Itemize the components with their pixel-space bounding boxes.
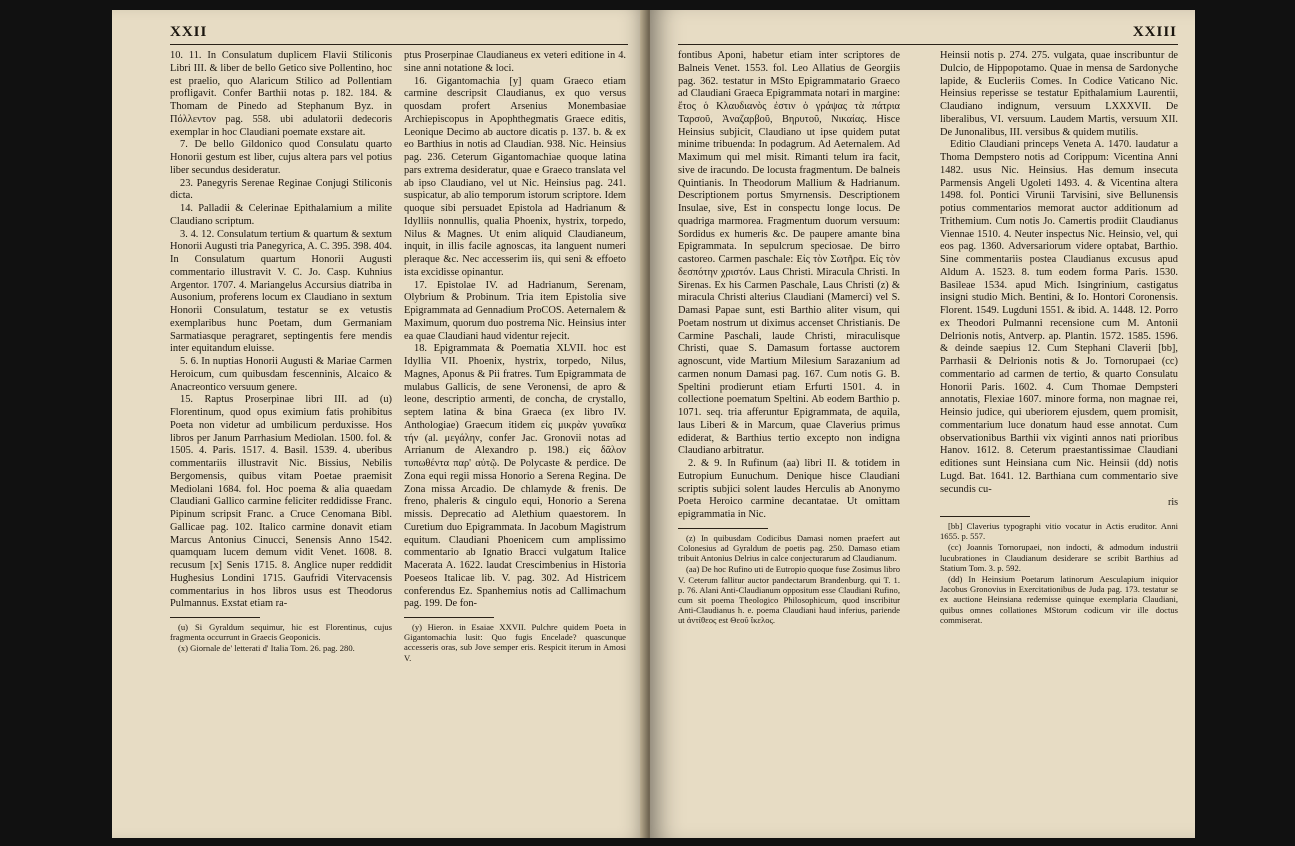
body-text bbox=[678, 50, 900, 522]
footnote-rule bbox=[404, 617, 494, 618]
page-number-right: XXIII bbox=[1132, 24, 1177, 40]
footnotes bbox=[940, 521, 1178, 625]
left-page bbox=[112, 10, 647, 838]
right-column-1 bbox=[678, 50, 900, 627]
paragraph: 14. Palladii & Celerinae Epithalamium a milite Claudiano scriptum. bbox=[170, 203, 392, 227]
catchword: ris bbox=[1168, 497, 1178, 509]
footnote-rule bbox=[940, 516, 1030, 517]
paragraph: 7. De bello Gildonico quod Consulatu quarto Honorii gestum est liber, cujus altera pars vel potius liber secundus desideratur. bbox=[170, 139, 392, 176]
paragraph: fontibus Aponi, habetur etiam inter scriptores de Balneis Venet. 1553. fol. Leo Allatius de Georgiis pag. 362. testatur in MSto Epigrammatario Graeco ad Claudiani Graeca Epigrammata notari in margine: ἔτος ὁ Κλαυδιανὸς ἐστιν ὁ γράψας τὰ πάτρια Ταρσοῦ, Ἀναζαρβοῦ, Βηρυτοῦ, Νικαίας. Hisce Heinsius subjicit, Claudiano ut ipse quidem putat minime tribuenda: In podagrum. Ad Aeternalem. Ad Maximum qui mel misit. Rimanti telum ira facit, sive de iracundo. De locusta fragmentum. De balneis Quintianis. In Theodorum Mallium & Hadrianum. Descriptionem portus Smyrnensis. Descriptionem Insulae, sive, Est in conspectu longe locus. De quadriga marmorea. Fragmentum duorum versuum: Sordidus ex humeris &c. De paupere amante bina Epigrammata. In sepulcrum speciosae. De birro castoreo. Carmen paschale: Εἰς τὸν Σωτῆρα. Εἰς τὸν δεσπότην χριστόν. Laus Christi. Miracula Christi. In Sirenas. Ex his Carmen Paschale, Laus Christi (z) & miracula Christi alterius Claudiani (Mamerci) vel S. Damasi Papae sunt, esti Barthio aliter visum, qui Poetam nostrum ut diximus accenset Christianis. De Carmine Paschali, laude Christi, miraculisque Christi, quae S. Damasum fortasse auctorem agnoscunt, vide Martium Milesium Sarazanium ad carmen nonum Damasi pag. 167. Cum notis G. B. Speltini prodierunt etiam Erfurti 1501. 4. in collectione poematum Speltini. Ab eodem Barthio p. 1071. seq. tria afferuntur Epigrammata, de aquila, laus Liberi & in Marcum, quae Claverius primus ediderat, & Barthius tertio excepto non indigna Claudiano arbitratur. bbox=[678, 50, 900, 457]
left-column-2 bbox=[404, 50, 626, 664]
footnote: (z) In quibusdam Codicibus Damasi nomen praefert aut Colonesius ad Gyraldum de poetis pag. 250. Damaso etiam tribuit Antonius Delrius in calce conjecturarum ad Claudianum. bbox=[678, 532, 900, 564]
right-column-2 bbox=[940, 50, 1178, 626]
body-text bbox=[404, 50, 626, 611]
footnote: (dd) In Heinsium Poetarum latinorum Aesculapium iniquior Jacobus Gronovius in Exercitationibus de Juda pag. 173. testatur se ex auctione Heinsiana redemisse quinque exemplaria Claudiani, quibus omnes collationes MStorum codicum vir ille doctus commiserat. bbox=[940, 574, 1178, 625]
paragraph: Heinsii notis p. 274. 275. vulgata, quae inscribuntur de Dulcio, de Hippopotamo. Quae in mensa de Sardonyche lapide, & Eucleriis Comes. In Codice Vaticano Nic. Heinsius reperisse se testatur Epithalamium Laurentii, Claudiano indignum, versuum LXXXVII. De liberalibus, VI. versuum. Laudem Martis, versuum XII. De Junonalibus, III. versibus & quidem mutilis. bbox=[940, 50, 1178, 138]
paragraph: 18. Epigrammata & Poematia XLVII. hoc est Idyllia VII. Phoenix, hystrix, torpedo, Nilus, Magnes, Aponus & Pii fratres. Tum Epigrammata de mulabus Gallicis, de sene Veronensi, de apro & leone, descriptio armenti, de concha, de crystallo, septem latina & bina Graeca (ex libro IV. Anthologiae) Graecum itidem εἰς μικρὰν γυναῖκα τήν (al. μεγάλην, confer Jac. Gronovii notas ad Arrianum de Alexandro p. 198.) εἰς δᾶλον τυπωθέντα παρ' αὐτῷ. De Polycaste & perdice. De Zona equi regii missa Honorio a Serena Regina. De Zona missa Arcadio. De chlamyde & frenis. De freno, phaleris & cingulo equi, Honorio a Serena missis. Deprecatio ad Alethium quaestorem. In Curetium duo Epigrammata. In Jacobum Magistrum equitum. Claudiani Phoenicem cum amplissimo commentario ab Ignatio Bracci vulgatum Italice Macerata A. 1622. laudat Crescimbenius in Historia Poeseos Italicae lib. V. pag. 302. Ad Histricem conferendus Ez. Spanhemius notis ad Callimachum pag. 199. De fon- bbox=[404, 343, 626, 610]
paragraph: 10. 11. In Consulatum duplicem Flavii Stiliconis Libri III. & liber de bello Getico sive Pollentino, hoc est praelio, quo Alaricum Stilico ad Pollentiam profligavit. Confer Barthii notas p. 182. 184. & Thomam de Pinedo ad Stephanum Byz. in Πόλλεντον pag. 558. ubi adulatorii dedecoris exemplar in hoc Claudiani poemate exstare ait. bbox=[170, 50, 392, 138]
paragraph: 2. & 9. In Rufinum (aa) libri II. & totidem in Eutropium Eunuchum. Denique hisce Claudiani scriptis subjici solent laudes Herculis ab Anonymo Poeta Heroico carmine decantatae. Ut omittam epigrammatia in Nic. bbox=[678, 458, 900, 520]
footnote: (cc) Joannis Tornorupaei, non indocti, & admodum industrii lucubrationes in Claudianum desiderare se scribit Barthius ad Statium Tom. 3. p. 592. bbox=[940, 542, 1178, 573]
footnote: (y) Hieron. in Esaiae XXVII. Pulchre quidem Poeta in Gigantomachia lusit: Quo fugis Encelade? quascunque accesseris oras, sub Jove semper eris. Respicit iterum in Amosi V. bbox=[404, 622, 626, 663]
header-rule bbox=[170, 44, 628, 45]
paragraph: 3. 4. 12. Consulatum tertium & quartum & sextum Honorii Augusti tria Panegyrica, A. C. 395. 398. 404. In Consulatum quartum Honorii Augusti commentario illustravit V. C. Jo. Casp. Kuhnius Argentor. 1707. 4. Mariangelus Accursius diatriba in Ausonium, proferens locum ex Claudiano in sextum Honorii Consulatum, testatur se ex vetustis exemplaribus hunc Poetam, dum Germaniam Sarmatiasque peragraret, septingentis fere mendis inter equitandum eluisse. bbox=[170, 228, 392, 355]
paragraph: 15. Raptus Proserpinae libri III. ad (u) Florentinum, quod opus eximium fatis prohibitus Poeta non videtur ad umbilicum perduxisse. Hos libros per Janum Parrhasium Mediolan. 1500. fol. & 1505. 4. Paris. 1517. 4. Basil. 1539. 4. uberibus commentariis illustravit Nic. Bissius, Nebilis Bergomensis, quibus vitam Poetae praemisit Mediolani 1684. fol. Hoc poema & alia quaedam Claudiani Gallico carmine feliciter reddidisse Franc. Pipinum scripsit Franc. a Cruce Cenomana Bibl. Gallicae pag. 102. Italico carmine donavit etiam Marcus Antonius Cinucci, Senensis Anno 1542. quamquam lucem demum vidit Venet. 1608. 8. recusum [x] Senis 1715. 8. Anglice nuper reddidit Hughesius Londini 1715. Gaufridi Vitervacensis commentarius in hos libros usus est Theodorus Pulmannus. Exstat etiam ra- bbox=[170, 394, 392, 610]
footnote: (u) Si Gyraldum sequimur, hic est Florentinus, cujus fragmenta occurrunt in Graecis Geoponicis. bbox=[170, 622, 392, 643]
footnote: [bb] Claverius typographi vitio vocatur in Actis eruditor. Anni 1655. p. 557. bbox=[940, 521, 1178, 542]
footnotes bbox=[678, 533, 900, 626]
paragraph: 23. Panegyris Serenae Reginae Conjugi Stiliconis dicta. bbox=[170, 177, 392, 202]
footnote: (aa) De hoc Rufino uti de Eutropio quoque fuse Zosimus libro V. Ceterum fallitur auctor pandectarum Brandenburg. qui T. 1. p. 76. Alani Anti-Claudianum oppositum esse Claudiani Rufino, cum sit poema Theologico Philosophicum, quod inscribitur Anti-Claudianus h. e. poema Claudiani haud inferius, pariende ut ἀντίθεος est Θεοῦ ἴκελος. bbox=[678, 564, 900, 626]
header-rule bbox=[678, 44, 1178, 45]
paragraph: 5. 6. In nuptias Honorii Augusti & Mariae Carmen Heroicum, cum quibusdam fescenninis, Alcaico & Anacreontico versuum genere. bbox=[170, 356, 392, 393]
footnote-rule bbox=[170, 617, 260, 618]
paragraph: ptus Proserpinae Claudianeus ex veteri editione in 4. sine anni notatione & loci. bbox=[404, 50, 626, 74]
footnotes bbox=[404, 622, 626, 663]
paragraph: 17. Epistolae IV. ad Hadrianum, Serenam, Olybrium & Probinum. Tria item Epistolia sive Epigrammata ad Gennadium ProCOS. Aeternalem & Maximum, quorum duo postrema Nic. Heinsius inter ea quae Claudiani haud videntur rejecit. bbox=[404, 279, 626, 342]
paragraph: Editio Claudiani princeps Veneta A. 1470. laudatur a Thoma Dempstero notis ad Corippum: Vicentina Anni 1482. usus Nic. Heinsius. Has demum insecuta Parmensis Angeli Ugoleti 1493. 4. & Vicentina altera 1498. fol. Pontici Virunii Tarvisini, sive Bellunensis potius commentarios memorat auctor additionum ad Trithemium. Cum notis Jo. Camertis prodiit Claudianus Viennae 1510. 4. Neuter inspectus Nic. Heinsio, vel, qui eos pag. 1360. Adversariorum videre optabat, Barthio. Sine commentariis postea Claudianus excusus apud Aldum A. 1523. 8. tum eodem forma Paris. 1530. Basileae 1534. apud Mich. Isingrinium, castigatus insigni studio Mich. Bentini, & Io. Hontori Coronensis. Florent. 1549. Lugduni 1551. & ibid. A. 1448. 12. Porro ex Theodori Pulmanni recensione cum M. Antonii Delrionis notis, Antverp. ap. Plantin. 1572. 1585. 1596. & deinde saepius 12. Cum Stephani Claverii [bb], Parrhasii & Delrionis notis & Jo. Tornorupaei (cc) commentario ad carmen de tertio, & quarto Consulatu Honorii Paris. 1602. 4. Cum Thomae Dempsteri annotatis, Flexiae 1607. minore forma, non magnae rei, Heinsio judice, qui uberiorem ejusdem, quem promisit, commentarium luce donatum haud esse annotat. Cum observationibus Barthii vix viginti annos nati prioribus Hanov. 1612. 8. Ceterum praestantissimae Claudiani editiones sunt Heinsiana cum Nic. Heinsii (dd) notis Lugd. Bat. 1641. 12. Barthiana cum commentario sive secundis cu- bbox=[940, 139, 1178, 495]
body-text bbox=[170, 50, 392, 611]
footnotes bbox=[170, 622, 392, 654]
body-text bbox=[940, 50, 1178, 496]
paragraph: 16. Gigantomachia [y] quam Graeco etiam carmine descripsit Claudianus, ex quo versus quosdam profert Arsenius Monembasiae Archiepiscopus in Apophthegmatis Graece editis, Leonique Decimo ab auctore dicatis p. 137. b. & ex eo Barthius in notis ad Claudian. 938. Nic. Heinsius pag. 236. Ceterum Gigantomachiae quoque latina pars extrema desideratur, quae e Graeco translata vel ab ipso Claudiano, vel ut Nic. Heinsius pag. 241. suspicatur, ab alio temporum istorum scriptore. Idem quoque sibi persuadet Epistola ad Hadrianum & Idylliis nonnullis, qualia Phoenix, hystrix, torpedo, Nilus & Magnes. Ut enim aliquid Claudianeum, inquit, in illis facile agnoscas, ita languent numeri pleraque &c. Nec accesserim iis, qui seni & effoeto ista excidisse opinantur. bbox=[404, 75, 626, 278]
right-page bbox=[650, 10, 1195, 838]
page-number-left: XXII bbox=[170, 24, 208, 40]
left-column-1 bbox=[170, 50, 392, 655]
footnote-rule bbox=[678, 528, 768, 529]
footnote: (x) Giornale de' letterati d' Italia Tom. 26. pag. 280. bbox=[178, 643, 355, 654]
